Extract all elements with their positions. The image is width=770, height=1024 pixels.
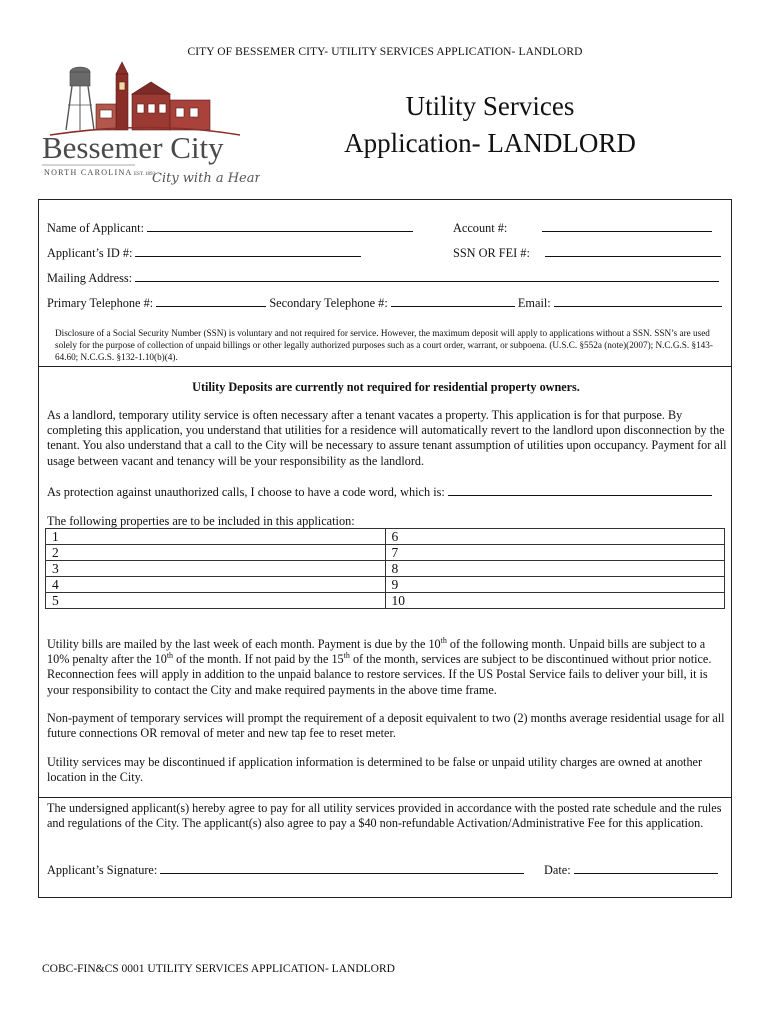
id-field[interactable] — [135, 245, 361, 257]
ssn-label: SSN OR FEI #: — [453, 246, 530, 260]
id-label: Applicant’s ID #: — [47, 246, 133, 260]
secondary-phone-field[interactable] — [391, 295, 515, 307]
property-cell[interactable]: 4 — [46, 577, 386, 593]
property-cell[interactable]: 5 — [46, 593, 386, 609]
intro-paragraph: As a landlord, temporary utility service is often necessary after a tenant vacates a property. This application is for that purpose. By completing this application, you understand that utilities for a residence will automatically revert to the landlord upon disconnection by the tenant. You also understand that a call to the City will be necessary to assure tenant assumption of utilities upon occupancy. Payment for all usage between vacant and tenancy will be your responsibility as the landlord. — [47, 408, 727, 468]
primary-phone-field[interactable] — [156, 295, 266, 307]
name-label: Name of Applicant: — [47, 221, 144, 235]
page-header: CITY OF BESSEMER CITY- UTILITY SERVICES APPLICATION- LANDLORD — [187, 46, 583, 58]
signature-field[interactable] — [160, 862, 524, 874]
account-label: Account #: — [453, 221, 508, 235]
table-row — [46, 593, 725, 609]
billing-sup-3: th — [343, 651, 350, 661]
property-cell[interactable]: 9 — [385, 577, 725, 593]
discontinue-paragraph: Utility services may be discontinued if application information is determined to be false or unpaid utility charges are owned at another location in the City. — [47, 755, 703, 785]
billing-text-1: Utility bills are mailed by the last week of each month. Payment is due by the 10 — [47, 637, 441, 651]
primary-phone-label: Primary Telephone #: — [47, 296, 154, 310]
code-word-field[interactable] — [448, 484, 712, 496]
ssn-field[interactable] — [545, 245, 721, 257]
code-word-label: As protection against unauthorized calls, I choose to have a code word, which is: — [47, 485, 445, 499]
nonpayment-paragraph: Non-payment of temporary services will prompt the requirement of a deposit equivalent to two (2) months average residential usage for all future connections OR removal of meter and new tap fee to reset meter. — [47, 711, 725, 741]
billing-sup-2: th — [166, 651, 174, 661]
date-field[interactable] — [574, 862, 718, 874]
bessemer-city-logo — [40, 60, 260, 190]
applicant-info-section — [38, 199, 732, 367]
billing-text-4: of the month, services are subject to be discontinued without prior notice. Reconnection fees will apply in addition to the unpaid balance to restore services. If the US Postal Service fails to deliver your bill, it is your responsibility to contact the City and make required payments in the above time frame. — [47, 652, 712, 697]
property-cell[interactable]: 2 — [46, 545, 386, 561]
table-row — [46, 529, 725, 545]
billing-text-3: of the month. If not paid by the 15 — [173, 652, 344, 667]
email-field[interactable] — [554, 295, 722, 307]
billing-text-2: of the following month. Unpaid bills are subject to a 10% penalty after the 10 — [47, 637, 706, 667]
page-footer: COBC-FIN&CS 0001 UTILITY SERVICES APPLICATION- LANDLORD — [42, 963, 395, 975]
logo-established: EST. 1893 — [134, 172, 156, 177]
title-line-2: Application- LANDLORD — [344, 128, 636, 158]
logo-tagline: City with a Heart — [152, 171, 260, 186]
agreement-paragraph: The undersigned applicant(s) hereby agree to pay for all utility services provided in accordance with the posted rate schedule and the rules and regulations of the City. The applicant(s) also agree to pay a $40 non-refundable Activation/Administrative Fee for this application. — [47, 801, 722, 831]
billing-paragraph — [47, 637, 727, 698]
properties-table — [45, 528, 725, 609]
ssn-disclosure: Disclosure of a Social Security Number (SSN) is voluntary and not required for service. However, the maximum deposit will apply to applications without a SSN. SSN’s are used solely for the purpose of collection of unpaid billings or other legally authorized purposes such as a court order, warrant, or subpoena. (U.S.C. §552a (note)(2007); N.C.G.S. §143-64.60; N.C.G.S. §132-1.10(b)(4). — [55, 328, 713, 362]
logo-name: Bessemer City — [42, 130, 224, 165]
property-cell[interactable]: 1 — [46, 529, 386, 545]
account-field[interactable] — [542, 220, 712, 232]
ssn-row — [453, 245, 721, 261]
mailing-label: Mailing Address: — [47, 271, 133, 285]
phone-row — [47, 295, 722, 311]
logo-graphic — [40, 60, 260, 190]
date-row — [544, 862, 718, 878]
property-cell[interactable]: 6 — [385, 529, 725, 545]
id-row — [47, 245, 361, 261]
deposit-notice: Utility Deposits are currently not required for residential property owners. — [192, 380, 580, 394]
properties-label: The following properties are to be included in this application: — [47, 514, 355, 528]
agreement-section — [38, 797, 732, 898]
secondary-phone-label: Secondary Telephone #: — [269, 296, 388, 310]
property-cell[interactable]: 8 — [385, 561, 725, 577]
billing-sup-1: th — [440, 635, 447, 645]
table-row — [46, 545, 725, 561]
title-line-1: Utility Services — [405, 91, 575, 121]
signature-row — [47, 862, 524, 878]
name-field[interactable] — [147, 220, 413, 232]
property-cell[interactable]: 7 — [385, 545, 725, 561]
date-label: Date: — [544, 863, 571, 877]
terms-section — [38, 367, 732, 797]
property-cell[interactable]: 10 — [385, 593, 725, 609]
table-row — [46, 561, 725, 577]
mailing-row — [47, 270, 719, 286]
code-word-row — [47, 484, 712, 500]
form-title — [320, 88, 660, 162]
signature-label: Applicant’s Signature: — [47, 863, 158, 877]
logo-state: NORTH CAROLINA — [44, 168, 133, 177]
account-row — [453, 220, 712, 236]
property-cell[interactable]: 3 — [46, 561, 386, 577]
name-row — [47, 220, 413, 236]
table-row — [46, 577, 725, 593]
mailing-field[interactable] — [135, 270, 719, 282]
email-label: Email: — [517, 296, 551, 310]
